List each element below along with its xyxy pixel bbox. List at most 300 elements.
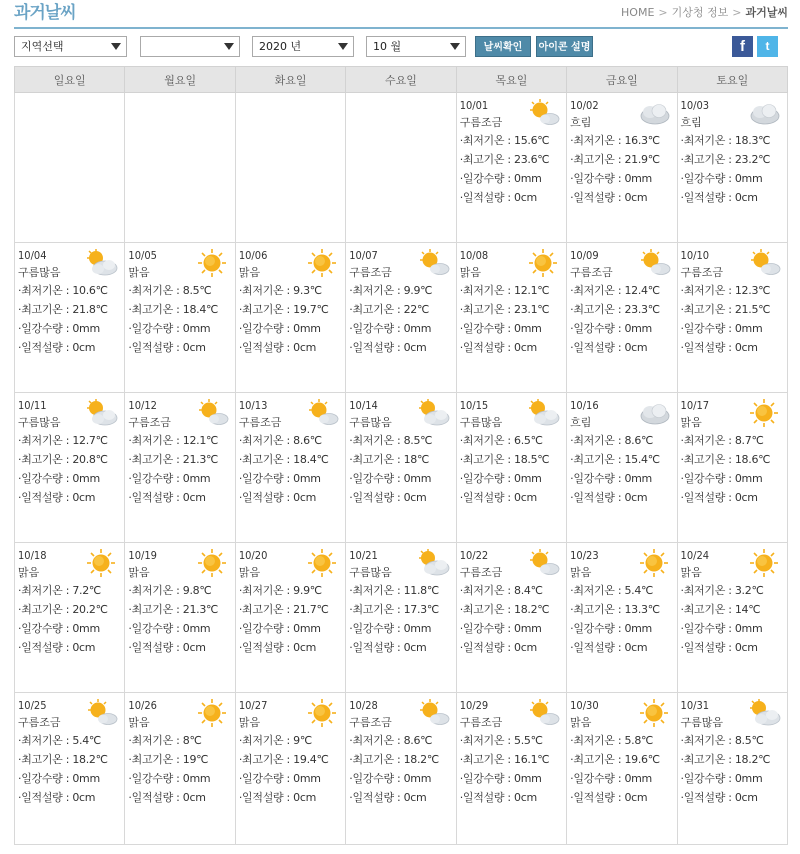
max-temp-value: 21.3℃ bbox=[182, 453, 219, 466]
check-weather-button[interactable]: 날씨확인 bbox=[475, 36, 531, 57]
max-temp-line: ·최고기온 : 15.4℃ bbox=[570, 453, 660, 466]
max-temp-value: 20.8℃ bbox=[72, 453, 108, 466]
min-temp-line: ·최저기온 : 8.6℃ bbox=[349, 734, 433, 747]
snowfall-value: 0cm bbox=[182, 791, 206, 804]
rainfall-line: ·일강수량 : 0mm bbox=[238, 322, 321, 335]
calendar-day-cell bbox=[456, 543, 566, 693]
weather-condition: 맑음 bbox=[128, 716, 150, 729]
day-date: 10/20 bbox=[238, 549, 268, 562]
partly-cloudy-icon bbox=[526, 98, 560, 128]
rainfall-value: 0mm bbox=[734, 172, 763, 185]
max-temp-value: 18.2℃ bbox=[72, 753, 108, 766]
snowfall-value: 0cm bbox=[514, 191, 537, 204]
weekday-header: 금요일 bbox=[567, 67, 677, 93]
weather-condition: 맑음 bbox=[238, 266, 261, 279]
calendar-day-cell bbox=[15, 543, 125, 693]
snowfall-value: 0cm bbox=[403, 341, 427, 354]
min-temp-value: 12.7℃ bbox=[72, 434, 108, 447]
weather-condition: 흐림 bbox=[570, 416, 592, 429]
partly-cloudy-icon bbox=[526, 698, 560, 728]
day-date: 10/03 bbox=[680, 99, 710, 112]
weather-condition: 맑음 bbox=[18, 566, 40, 579]
rainfall-value: 0mm bbox=[72, 772, 100, 785]
day-date: 10/13 bbox=[238, 399, 268, 412]
weather-condition: 구름조금 bbox=[459, 116, 503, 129]
snowfall-line: ·일적설량 : 0cm bbox=[680, 791, 758, 804]
weather-condition: 구름많음 bbox=[680, 716, 724, 729]
day-date: 10/02 bbox=[570, 99, 599, 112]
year-select[interactable] bbox=[252, 36, 354, 57]
weather-condition: 맑음 bbox=[238, 716, 261, 729]
rainfall-value: 0mm bbox=[624, 622, 652, 635]
min-temp-value: 8.6℃ bbox=[293, 434, 322, 447]
min-temp-line: ·최저기온 : 8.6℃ bbox=[238, 434, 322, 447]
min-temp-value: 8.5℃ bbox=[403, 434, 433, 447]
snowfall-line: ·일적설량 : 0cm bbox=[459, 191, 537, 204]
day-date: 10/10 bbox=[680, 249, 710, 262]
rainfall-line: ·일강수량 : 0mm bbox=[349, 772, 432, 785]
day-date: 10/28 bbox=[349, 699, 378, 712]
min-temp-value: 3.2℃ bbox=[734, 584, 764, 597]
chevron-down-icon bbox=[224, 43, 234, 50]
min-temp-value: 8.6℃ bbox=[624, 434, 654, 447]
weather-condition: 구름조금 bbox=[459, 716, 503, 729]
rainfall-line: ·일강수량 : 0mm bbox=[680, 772, 763, 785]
icon-legend-button[interactable]: 아이콘 설명 bbox=[536, 36, 593, 57]
max-temp-line: ·최고기온 : 18.4℃ bbox=[128, 303, 219, 316]
rainfall-value: 0mm bbox=[72, 622, 100, 635]
sunny-icon bbox=[195, 548, 229, 578]
region-select[interactable] bbox=[14, 36, 127, 57]
max-temp-value: 18.4℃ bbox=[182, 303, 219, 316]
facebook-share-icon[interactable]: f bbox=[732, 36, 753, 57]
rainfall-line: ·일강수량 : 0mm bbox=[349, 472, 432, 485]
max-temp-value: 18.2℃ bbox=[734, 753, 771, 766]
breadcrumb-current: 과거날씨 bbox=[745, 6, 788, 19]
max-temp-value: 23.1℃ bbox=[514, 303, 550, 316]
min-temp-line: ·최저기온 : 5.4℃ bbox=[570, 584, 654, 597]
min-temp-line: ·최저기온 : 8.4℃ bbox=[459, 584, 543, 597]
mostly-cloudy-icon bbox=[416, 548, 450, 578]
rainfall-line: ·일강수량 : 0mm bbox=[238, 622, 321, 635]
rainfall-value: 0mm bbox=[293, 622, 321, 635]
snowfall-line: ·일적설량 : 0cm bbox=[18, 641, 96, 654]
weekday-header: 목요일 bbox=[456, 67, 566, 93]
min-temp-line: ·최저기온 : 12.4℃ bbox=[570, 284, 660, 297]
header-divider bbox=[14, 27, 788, 29]
rainfall-value: 0mm bbox=[72, 322, 100, 335]
min-temp-line: ·최저기온 : 8℃ bbox=[128, 734, 202, 747]
day-date: 10/27 bbox=[238, 699, 268, 712]
calendar-day-cell bbox=[567, 543, 677, 693]
max-temp-line: ·최고기온 : 14℃ bbox=[680, 603, 761, 616]
rainfall-value: 0mm bbox=[514, 322, 542, 335]
min-temp-line: ·최저기온 : 12.1℃ bbox=[128, 434, 219, 447]
min-temp-value: 12.4℃ bbox=[624, 284, 660, 297]
snowfall-value: 0cm bbox=[514, 641, 537, 654]
max-temp-line: ·최고기온 : 21.3℃ bbox=[128, 453, 219, 466]
max-temp-line: ·최고기온 : 21.5℃ bbox=[680, 303, 771, 316]
day-date: 10/30 bbox=[570, 699, 599, 712]
month-select[interactable] bbox=[366, 36, 466, 57]
min-temp-value: 8.5℃ bbox=[734, 734, 764, 747]
year-select-value: 2020 년 bbox=[259, 40, 302, 53]
day-date: 10/15 bbox=[459, 399, 489, 412]
chevron-down-icon bbox=[450, 43, 460, 50]
mostly-cloudy-icon bbox=[747, 698, 781, 728]
rainfall-value: 0mm bbox=[734, 622, 763, 635]
max-temp-value: 15.4℃ bbox=[624, 453, 660, 466]
weekday-header: 토요일 bbox=[677, 67, 787, 93]
rainfall-value: 0mm bbox=[514, 472, 542, 485]
max-temp-value: 20.2℃ bbox=[72, 603, 108, 616]
sunny-icon bbox=[637, 698, 671, 728]
snowfall-line: ·일적설량 : 0cm bbox=[570, 341, 648, 354]
rainfall-value: 0mm bbox=[624, 172, 652, 185]
weather-condition: 맑음 bbox=[128, 566, 150, 579]
partly-cloudy-icon bbox=[747, 248, 781, 278]
rainfall-line: ·일강수량 : 0mm bbox=[680, 322, 763, 335]
rainfall-line: ·일강수량 : 0mm bbox=[128, 322, 211, 335]
calendar-day-cell bbox=[567, 243, 677, 393]
min-temp-line: ·최저기온 : 10.6℃ bbox=[18, 284, 108, 297]
snowfall-line: ·일적설량 : 0cm bbox=[349, 641, 427, 654]
rainfall-line: ·일강수량 : 0mm bbox=[128, 622, 211, 635]
rainfall-line: ·일강수량 : 0mm bbox=[238, 472, 321, 485]
day-date: 10/16 bbox=[570, 399, 599, 412]
min-temp-line: ·최저기온 : 8.5℃ bbox=[128, 284, 212, 297]
weather-condition: 맑음 bbox=[570, 716, 592, 729]
rainfall-value: 0mm bbox=[734, 322, 763, 335]
snowfall-value: 0cm bbox=[734, 641, 758, 654]
max-temp-line: ·최고기온 : 19.4℃ bbox=[238, 753, 329, 766]
min-temp-line: ·최저기온 : 8.6℃ bbox=[570, 434, 654, 447]
rainfall-line: ·일강수량 : 0mm bbox=[680, 622, 763, 635]
snowfall-value: 0cm bbox=[514, 341, 537, 354]
rainfall-value: 0mm bbox=[514, 622, 542, 635]
rainfall-value: 0mm bbox=[734, 772, 763, 785]
max-temp-value: 18.6℃ bbox=[734, 453, 771, 466]
min-temp-value: 12.3℃ bbox=[734, 284, 771, 297]
max-temp-line: ·최고기온 : 18.2℃ bbox=[18, 753, 108, 766]
min-temp-line: ·최저기온 : 8.7℃ bbox=[680, 434, 764, 447]
snowfall-line: ·일적설량 : 0cm bbox=[570, 791, 648, 804]
max-temp-value: 19.4℃ bbox=[293, 753, 329, 766]
rainfall-value: 0mm bbox=[514, 772, 542, 785]
cloudy-icon bbox=[637, 398, 671, 428]
weekday-header: 수요일 bbox=[346, 67, 456, 93]
weather-condition: 구름조금 bbox=[128, 416, 171, 429]
calendar-day-cell bbox=[125, 393, 235, 543]
max-temp-value: 23.6℃ bbox=[514, 153, 550, 166]
max-temp-value: 18.4℃ bbox=[293, 453, 329, 466]
snowfall-line: ·일적설량 : 0cm bbox=[128, 491, 206, 504]
max-temp-value: 17.3℃ bbox=[403, 603, 439, 616]
snowfall-value: 0cm bbox=[293, 341, 317, 354]
day-date: 10/07 bbox=[349, 249, 378, 262]
partly-cloudy-icon bbox=[84, 698, 118, 728]
min-temp-line: ·최저기온 : 8.5℃ bbox=[680, 734, 764, 747]
weekday-header: 화요일 bbox=[235, 67, 345, 93]
rainfall-line: ·일강수량 : 0mm bbox=[18, 772, 100, 785]
max-temp-line: ·최고기온 : 20.2℃ bbox=[18, 603, 108, 616]
min-temp-line: ·최저기온 : 12.1℃ bbox=[459, 284, 550, 297]
snowfall-line: ·일적설량 : 0cm bbox=[18, 341, 96, 354]
max-temp-value: 21.3℃ bbox=[182, 603, 219, 616]
min-temp-value: 8.6℃ bbox=[403, 734, 433, 747]
day-date: 10/25 bbox=[18, 699, 47, 712]
min-temp-value: 8℃ bbox=[182, 734, 202, 747]
snowfall-line: ·일적설량 : 0cm bbox=[459, 341, 537, 354]
max-temp-value: 21.8℃ bbox=[72, 303, 108, 316]
weekday-header: 월요일 bbox=[125, 67, 235, 93]
max-temp-line: ·최고기온 : 21.8℃ bbox=[18, 303, 108, 316]
min-temp-line: ·최저기온 : 5.5℃ bbox=[459, 734, 543, 747]
snowfall-value: 0cm bbox=[72, 791, 96, 804]
snowfall-line: ·일적설량 : 0cm bbox=[238, 491, 317, 504]
max-temp-line: ·최고기온 : 23.1℃ bbox=[459, 303, 550, 316]
min-temp-value: 8.5℃ bbox=[182, 284, 212, 297]
partly-cloudy-icon bbox=[526, 548, 560, 578]
snowfall-value: 0cm bbox=[293, 791, 317, 804]
max-temp-line: ·최고기온 : 21.7℃ bbox=[238, 603, 329, 616]
min-temp-value: 9℃ bbox=[293, 734, 312, 747]
min-temp-value: 12.1℃ bbox=[514, 284, 550, 297]
weather-condition: 맑음 bbox=[570, 566, 592, 579]
rainfall-value: 0mm bbox=[182, 622, 211, 635]
max-temp-line: ·최고기온 : 23.3℃ bbox=[570, 303, 660, 316]
rainfall-line: ·일강수량 : 0mm bbox=[349, 622, 432, 635]
snowfall-line: ·일적설량 : 0cm bbox=[680, 641, 758, 654]
min-temp-line: ·최저기온 : 9.3℃ bbox=[238, 284, 322, 297]
weather-condition: 구름많음 bbox=[18, 266, 61, 279]
month-select-value: 10 월 bbox=[373, 40, 402, 53]
min-temp-value: 8.7℃ bbox=[734, 434, 764, 447]
min-temp-line: ·최저기온 : 3.2℃ bbox=[680, 584, 764, 597]
rainfall-line: ·일강수량 : 0mm bbox=[680, 172, 763, 185]
partly-cloudy-icon bbox=[195, 398, 229, 428]
snowfall-value: 0cm bbox=[734, 341, 758, 354]
breadcrumb-home[interactable]: HOME bbox=[621, 6, 655, 19]
cloudy-icon bbox=[747, 98, 781, 128]
day-date: 10/26 bbox=[128, 699, 157, 712]
min-temp-value: 18.3℃ bbox=[734, 134, 771, 147]
rainfall-line: ·일강수량 : 0mm bbox=[570, 172, 652, 185]
rainfall-value: 0mm bbox=[293, 472, 321, 485]
weather-condition: 흐림 bbox=[680, 116, 702, 129]
calendar-week-row bbox=[15, 93, 788, 243]
max-temp-line: ·최고기온 : 18℃ bbox=[349, 453, 430, 466]
min-temp-line: ·최저기온 : 16.3℃ bbox=[570, 134, 660, 147]
calendar-day-cell bbox=[125, 693, 235, 845]
weekday-header: 일요일 bbox=[15, 67, 125, 93]
weather-condition: 구름조금 bbox=[349, 266, 392, 279]
day-date: 10/18 bbox=[18, 549, 47, 562]
rainfall-value: 0mm bbox=[514, 172, 542, 185]
calendar-day-cell bbox=[15, 693, 125, 845]
day-date: 10/12 bbox=[128, 399, 157, 412]
rainfall-line: ·일강수량 : 0mm bbox=[570, 622, 652, 635]
min-temp-line: ·최저기온 : 9.8℃ bbox=[128, 584, 212, 597]
weather-condition: 구름조금 bbox=[238, 416, 282, 429]
snowfall-value: 0cm bbox=[72, 491, 96, 504]
rainfall-value: 0mm bbox=[182, 472, 211, 485]
weather-condition: 구름많음 bbox=[349, 416, 392, 429]
snowfall-value: 0cm bbox=[182, 641, 206, 654]
max-temp-line: ·최고기온 : 18.2℃ bbox=[459, 603, 550, 616]
snowfall-value: 0cm bbox=[403, 791, 427, 804]
max-temp-line: ·최고기온 : 23.2℃ bbox=[680, 153, 771, 166]
calendar-day-cell bbox=[677, 243, 787, 393]
min-temp-value: 5.8℃ bbox=[624, 734, 654, 747]
snowfall-line: ·일적설량 : 0cm bbox=[459, 491, 537, 504]
snowfall-line: ·일적설량 : 0cm bbox=[128, 791, 206, 804]
rainfall-value: 0mm bbox=[403, 472, 432, 485]
min-temp-value: 9.3℃ bbox=[293, 284, 322, 297]
max-temp-line: ·최고기온 : 19.7℃ bbox=[238, 303, 329, 316]
min-temp-line: ·최저기온 : 9℃ bbox=[238, 734, 312, 747]
rainfall-value: 0mm bbox=[624, 472, 652, 485]
snowfall-line: ·일적설량 : 0cm bbox=[18, 791, 96, 804]
calendar-day-cell bbox=[456, 93, 566, 243]
day-date: 10/22 bbox=[459, 549, 489, 562]
page-title: 과거날씨 bbox=[14, 3, 76, 23]
partly-cloudy-icon bbox=[416, 698, 450, 728]
calendar-day-cell bbox=[456, 243, 566, 393]
sunny-icon bbox=[637, 548, 671, 578]
snowfall-line: ·일적설량 : 0cm bbox=[459, 641, 537, 654]
min-temp-value: 9.9℃ bbox=[403, 284, 433, 297]
sunny-icon bbox=[84, 548, 118, 578]
rainfall-line: ·일강수량 : 0mm bbox=[459, 322, 542, 335]
breadcrumb-separator-icon: > bbox=[732, 6, 742, 19]
calendar-week-row bbox=[15, 243, 788, 393]
calendar-day-cell bbox=[677, 393, 787, 543]
weather-condition: 구름조금 bbox=[680, 266, 724, 279]
calendar-day-cell bbox=[456, 393, 566, 543]
min-temp-value: 6.5℃ bbox=[514, 434, 543, 447]
min-temp-value: 5.5℃ bbox=[514, 734, 543, 747]
calendar-day-cell bbox=[235, 693, 345, 845]
day-date: 10/19 bbox=[128, 549, 157, 562]
max-temp-value: 21.7℃ bbox=[293, 603, 329, 616]
max-temp-line: ·최고기온 : 16.1℃ bbox=[459, 753, 550, 766]
calendar-empty-cell bbox=[15, 93, 125, 243]
day-date: 10/08 bbox=[459, 249, 489, 262]
calendar-day-cell bbox=[125, 543, 235, 693]
sunny-icon bbox=[305, 248, 339, 278]
min-temp-line: ·최저기온 : 5.8℃ bbox=[570, 734, 654, 747]
partly-cloudy-icon bbox=[637, 248, 671, 278]
calendar-day-cell bbox=[235, 243, 345, 393]
weather-condition: 맑음 bbox=[459, 266, 481, 279]
day-date: 10/29 bbox=[459, 699, 489, 712]
rainfall-value: 0mm bbox=[293, 322, 321, 335]
min-temp-value: 9.9℃ bbox=[293, 584, 322, 597]
max-temp-value: 18.2℃ bbox=[403, 753, 439, 766]
cloudy-icon bbox=[637, 98, 671, 128]
rainfall-line: ·일강수량 : 0mm bbox=[680, 472, 763, 485]
snowfall-value: 0cm bbox=[293, 641, 317, 654]
rainfall-line: ·일강수량 : 0mm bbox=[459, 622, 542, 635]
min-temp-value: 5.4℃ bbox=[624, 584, 654, 597]
weather-condition: 구름조금 bbox=[570, 266, 613, 279]
rainfall-line: ·일강수량 : 0mm bbox=[18, 322, 100, 335]
min-temp-line: ·최저기온 : 5.4℃ bbox=[18, 734, 101, 747]
min-temp-value: 8.4℃ bbox=[514, 584, 543, 597]
snowfall-line: ·일적설량 : 0cm bbox=[459, 791, 537, 804]
snowfall-line: ·일적설량 : 0cm bbox=[570, 491, 648, 504]
calendar-day-cell bbox=[567, 693, 677, 845]
calendar-day-cell bbox=[677, 693, 787, 845]
sunny-icon bbox=[195, 698, 229, 728]
partly-cloudy-icon bbox=[416, 248, 450, 278]
rainfall-value: 0mm bbox=[182, 772, 211, 785]
partly-cloudy-icon bbox=[305, 398, 339, 428]
max-temp-value: 18.5℃ bbox=[514, 453, 550, 466]
breadcrumb-separator-icon: > bbox=[658, 6, 668, 19]
weather-calendar bbox=[14, 66, 788, 845]
max-temp-line: ·최고기온 : 18.5℃ bbox=[459, 453, 550, 466]
day-date: 10/31 bbox=[680, 699, 710, 712]
calendar-day-cell bbox=[15, 243, 125, 393]
max-temp-line: ·최고기온 : 18.4℃ bbox=[238, 453, 329, 466]
rainfall-value: 0mm bbox=[624, 322, 652, 335]
rainfall-line: ·일강수량 : 0mm bbox=[459, 772, 542, 785]
calendar-empty-cell bbox=[235, 93, 345, 243]
twitter-share-icon[interactable]: t bbox=[757, 36, 778, 57]
snowfall-value: 0cm bbox=[293, 491, 317, 504]
min-temp-value: 10.6℃ bbox=[72, 284, 108, 297]
weather-condition: 구름많음 bbox=[18, 416, 61, 429]
min-temp-value: 15.6℃ bbox=[514, 134, 550, 147]
breadcrumb-info[interactable]: 기상청 정보 bbox=[671, 6, 729, 19]
min-temp-line: ·최저기온 : 12.3℃ bbox=[680, 284, 771, 297]
day-date: 10/04 bbox=[18, 249, 47, 262]
min-temp-line: ·최저기온 : 12.7℃ bbox=[18, 434, 108, 447]
day-date: 10/05 bbox=[128, 249, 157, 262]
snowfall-value: 0cm bbox=[624, 191, 648, 204]
min-temp-line: ·최저기온 : 9.9℃ bbox=[349, 284, 433, 297]
mostly-cloudy-icon bbox=[84, 398, 118, 428]
min-temp-line: ·최저기온 : 7.2℃ bbox=[18, 584, 101, 597]
snowfall-line: ·일적설량 : 0cm bbox=[570, 641, 648, 654]
weekday-header-row bbox=[15, 67, 788, 93]
weather-condition: 맑음 bbox=[680, 416, 702, 429]
subregion-select[interactable] bbox=[140, 36, 240, 57]
filter-bar bbox=[14, 36, 788, 58]
max-temp-line: ·최고기온 : 21.9℃ bbox=[570, 153, 660, 166]
calendar-day-cell bbox=[346, 543, 456, 693]
max-temp-value: 21.5℃ bbox=[734, 303, 771, 316]
min-temp-line: ·최저기온 : 6.5℃ bbox=[459, 434, 543, 447]
min-temp-value: 7.2℃ bbox=[72, 584, 101, 597]
snowfall-value: 0cm bbox=[403, 491, 427, 504]
rainfall-line: ·일강수량 : 0mm bbox=[570, 322, 652, 335]
calendar-empty-cell bbox=[346, 93, 456, 243]
snowfall-value: 0cm bbox=[624, 341, 648, 354]
weather-condition: 흐림 bbox=[570, 116, 592, 129]
rainfall-value: 0mm bbox=[734, 472, 763, 485]
day-date: 10/11 bbox=[18, 399, 47, 412]
rainfall-value: 0mm bbox=[403, 622, 432, 635]
weather-condition: 구름조금 bbox=[459, 566, 503, 579]
calendar-day-cell bbox=[235, 543, 345, 693]
day-date: 10/09 bbox=[570, 249, 599, 262]
breadcrumb bbox=[621, 4, 788, 20]
rainfall-value: 0mm bbox=[182, 322, 211, 335]
mostly-cloudy-icon bbox=[526, 398, 560, 428]
